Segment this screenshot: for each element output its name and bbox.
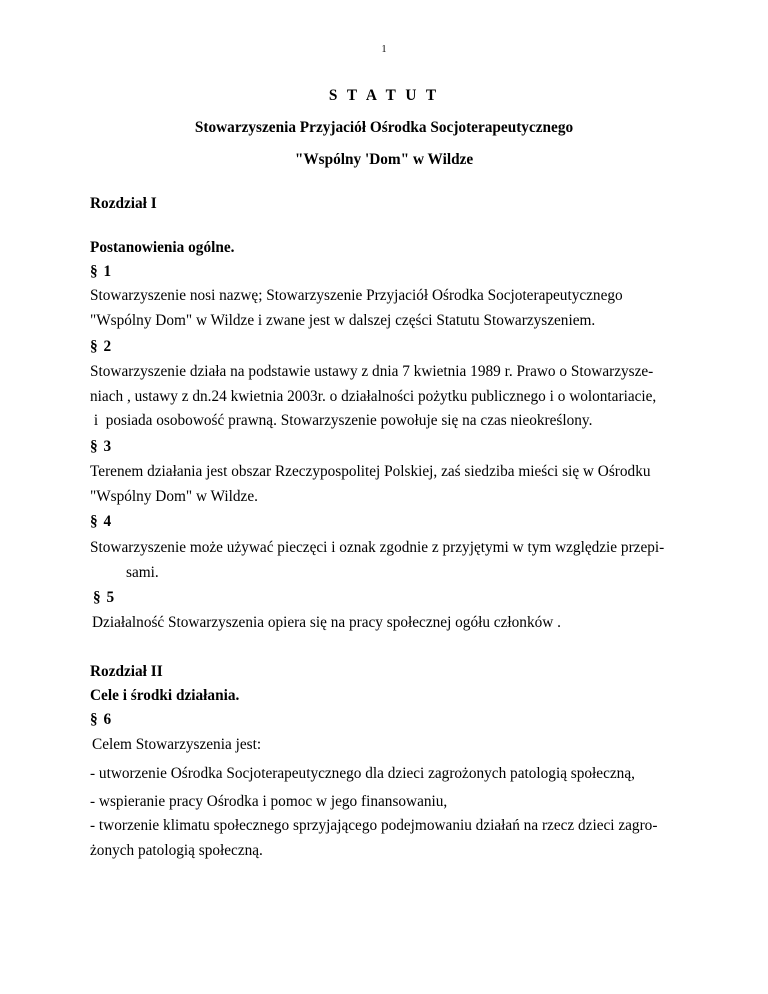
section-3-line: "Wspólny Dom" w Wildze. — [90, 488, 258, 505]
chapter-2-subheading: Cele i środki działania. — [90, 687, 240, 704]
section-4-line: Stowarzyszenie może używać pieczęci i oznak zgodnie z przyjętymi w tym względzie przepi- — [90, 539, 665, 556]
section-5-label: § 5 — [93, 589, 116, 606]
section-2-line: niach , ustawy z dn.24 kwietnia 2003r. o działalności pożytku publicznego i o wolontariacie, — [90, 388, 657, 405]
chapter-1-heading: Rozdział I — [90, 195, 157, 212]
section-6-line: - utworzenie Ośrodka Socjoterapeutycznego dla dzieci zagrożonych patologią społeczną, — [90, 765, 635, 782]
chapter-1-subheading: Postanowienia ogólne. — [90, 239, 235, 256]
document-subtitle-line2: "Wspólny 'Dom" w Wildze — [294, 151, 474, 168]
section-6-line: żonych patologią społeczną. — [90, 842, 263, 859]
section-2-line: i posiada osobowość prawną. Stowarzyszenie powołuje się na czas nieokreślony. — [90, 412, 593, 429]
section-4-line: sami. — [126, 564, 159, 581]
section-6-intro: Celem Stowarzyszenia jest: — [92, 736, 262, 753]
section-4-label: § 4 — [90, 513, 113, 530]
document-title: S T A T U T — [328, 87, 440, 104]
section-6-line: - tworzenie klimatu społecznego sprzyjającego podejmowaniu działań na rzecz dzieci zagro- — [90, 817, 658, 834]
page-number: 1 — [381, 44, 387, 55]
section-2-line: Stowarzyszenie działa na podstawie ustawy z dnia 7 kwietnia 1989 r. Prawo o Stowarzysze- — [90, 363, 654, 380]
section-6-label: § 6 — [90, 711, 113, 728]
document-subtitle-line1: Stowarzyszenia Przyjaciół Ośrodka Socjoterapeutycznego — [194, 119, 574, 136]
section-1-line: "Wspólny Dom" w Wildze i zwane jest w dalszej części Statutu Stowarzyszeniem. — [90, 312, 596, 329]
section-1-label: § 1 — [90, 263, 113, 280]
section-6-line: - wspieranie pracy Ośrodka i pomoc w jego finansowaniu, — [90, 793, 448, 810]
chapter-2-heading: Rozdział II — [90, 663, 163, 680]
section-2-label: § 2 — [90, 338, 113, 355]
section-5-line: Działalność Stowarzyszenia opiera się na pracy społecznej ogółu członków . — [92, 614, 561, 631]
section-3-label: § 3 — [90, 438, 113, 455]
section-3-line: Terenem działania jest obszar Rzeczypospolitej Polskiej, zaś siedziba mieści się w Ośrodku — [90, 463, 651, 480]
section-1-line: Stowarzyszenie nosi nazwę; Stowarzyszenie Przyjaciół Ośrodka Socjoterapeutycznego — [90, 287, 623, 304]
